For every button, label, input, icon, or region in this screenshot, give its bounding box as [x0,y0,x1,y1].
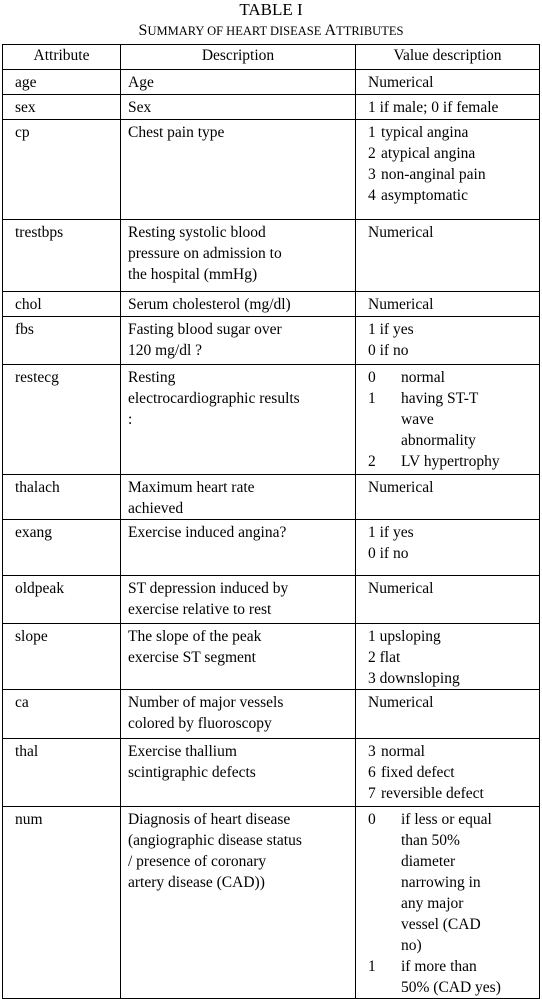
description-cell [121,220,356,292]
description-line: Diagnosis of heart disease [128,811,291,828]
enum-label: fixed defect [381,764,455,781]
attribute-name: num [15,811,43,828]
enum-label [401,809,539,956]
value-line: 1 upsloping [368,628,441,645]
description-cell [121,120,356,220]
table-row [3,624,540,690]
attribute-name: thalach [15,479,60,496]
description-line: Sex [128,99,152,116]
table-title [0,21,542,41]
description-line: Exercise thallium [128,743,237,760]
enum-label: reversible defect [381,785,484,802]
description-cell [121,70,356,95]
value-cell [356,317,540,365]
table-row [3,317,540,365]
attribute-name: exang [15,524,53,541]
table-row [3,95,540,120]
description-cell [121,365,356,475]
enum-code: 0 [368,811,376,828]
value-line: 1 if male; 0 if female [368,99,499,116]
table-row [3,807,540,999]
value-cell [356,576,540,624]
enum-item [368,783,539,804]
description-cell [121,292,356,317]
enum-code: 3 [368,743,376,760]
enum-item [368,741,539,762]
enum-code: 3 [368,166,376,183]
table-row [3,520,540,576]
enum-label-line: if more than [401,958,477,975]
value-line: 0 if no [368,545,409,562]
description-cell [121,739,356,807]
description-cell [121,624,356,690]
title-part: S [138,22,148,39]
attribute-cell [3,807,121,999]
description-cell [121,95,356,120]
enum-item [368,143,539,164]
value-cell [356,624,540,690]
value-line: Numerical [368,580,434,597]
enum-code: 4 [368,187,376,204]
table-row [3,120,540,220]
description-line: (angiographic disease status [128,832,302,849]
value-line: 1 if yes [368,524,414,541]
description-line: pressure on admission to [128,245,282,262]
title-part: UMMARY OF HEART DISEASE [147,24,325,38]
value-line: 2 flat [368,649,401,666]
enum-code: 1 [368,390,376,407]
description-line: exercise relative to rest [128,601,272,618]
table-row [3,739,540,807]
enum-code: 1 [368,958,376,975]
value-cell [356,475,540,520]
value-cell [356,739,540,807]
value-line: Numerical [368,74,434,91]
description-line: Exercise induced angina? [128,524,287,541]
attribute-cell [3,95,121,120]
value-line: Numerical [368,224,434,241]
description-line: / presence of coronary [128,853,267,870]
enum-label-line: normal [401,369,445,386]
description-cell [121,520,356,576]
attribute-name: chol [15,296,42,313]
attribute-cell [3,624,121,690]
enum-item [368,451,539,472]
value-line: 0 if no [368,342,409,359]
table-row [3,365,540,475]
enum-label-line: diameter [401,853,456,870]
value-cell [356,95,540,120]
enum-label-line: if less or equal [401,811,492,828]
enum-code: 6 [368,764,376,781]
enum-label [401,367,539,388]
attribute-cell [3,520,121,576]
enum-code: 1 [368,124,376,141]
table-row [3,576,540,624]
enum-code: 7 [368,785,376,802]
attribute-name: cp [15,124,30,141]
attribute-name: fbs [15,321,34,338]
description-cell [121,690,356,739]
enum-item [368,122,539,143]
description-line: artery disease (CAD)) [128,874,265,891]
description-line: Maximum heart rate [128,479,255,496]
table-row [3,292,540,317]
enum-item [368,164,539,185]
value-cell [356,292,540,317]
attribute-name: oldpeak [15,580,65,597]
enum-code: 2 [368,145,376,162]
enum-item [368,185,539,206]
attributes-table [2,44,540,999]
value-cell [356,70,540,95]
value-line: Numerical [368,296,434,313]
enum-label: typical angina [381,124,469,141]
value-line: Numerical [368,479,434,496]
enum-label-line: LV hypertrophy [401,453,500,470]
enum-label-line: than 50% [401,832,460,849]
attribute-cell [3,120,121,220]
table-row [3,70,540,95]
enum-label [401,388,539,451]
value-cell [356,807,540,999]
attribute-cell [3,690,121,739]
enum-label-line: narrowing in [401,874,481,891]
enum-label-line: abnormality [401,432,476,449]
description-line: colored by fluoroscopy [128,715,272,732]
enum-code: 0 [368,369,376,386]
value-line: Numerical [368,694,434,711]
enum-label-line: 50% (CAD yes) [401,979,501,996]
description-line: The slope of the peak [128,628,262,645]
attribute-cell [3,70,121,95]
enum-label: asymptomatic [381,187,468,204]
header-attribute: Attribute [3,45,121,70]
table-row [3,690,540,739]
enum-label [401,451,539,472]
table-row [3,220,540,292]
enum-label: atypical angina [381,145,476,162]
value-line: 3 downsloping [368,670,460,687]
enum-item [368,388,539,451]
description-line: Fasting blood sugar over [128,321,282,338]
enum-label-line: vessel (CAD [401,916,481,933]
enum-label-line: having ST-T [401,390,479,407]
description-line: achieved [128,500,184,517]
enum-label-line: any major [401,895,464,912]
attribute-name: thal [15,743,39,760]
title-part: A [324,22,337,39]
description-line: : [128,411,133,428]
description-cell [121,807,356,999]
description-cell [121,576,356,624]
description-line: Chest pain type [128,124,225,141]
attribute-name: trestbps [15,224,64,241]
attribute-cell [3,475,121,520]
enum-item [368,809,539,956]
description-line: 120 mg/dl ? [128,342,203,359]
description-line: Number of major vessels [128,694,284,711]
attribute-name: ca [15,694,29,711]
enum-item [368,762,539,783]
description-line: Resting [128,369,176,386]
enum-label-line: wave [401,411,434,428]
value-line: 1 if yes [368,321,414,338]
value-cell [356,220,540,292]
table-number: TABLE I [239,0,303,19]
table-row [3,475,540,520]
attribute-name: sex [15,99,36,116]
attribute-cell [3,739,121,807]
value-cell [356,520,540,576]
description-line: Age [128,74,154,91]
description-line: Serum cholesterol (mg/dl) [128,296,291,313]
value-cell [356,365,540,475]
attribute-name: age [15,74,37,91]
enum-label: normal [381,743,425,760]
enum-item [368,367,539,388]
header-value-description: Value description [356,45,540,70]
title-part: TTRIBUTES [336,24,404,38]
attribute-cell [3,220,121,292]
description-line: scintigraphic defects [128,764,256,781]
header-row [3,45,540,70]
enum-label: non-anginal pain [381,166,486,183]
description-line: ST depression induced by [128,580,289,597]
attribute-cell [3,365,121,475]
description-line: electrocardiographic results [128,390,300,407]
attribute-cell [3,292,121,317]
description-line: the hospital (mmHg) [128,266,258,283]
description-cell [121,475,356,520]
attribute-name: slope [15,628,48,645]
value-cell [356,690,540,739]
description-line: exercise ST segment [128,649,256,666]
description-line: Resting systolic blood [128,224,266,241]
attribute-name: restecg [15,369,59,386]
value-cell [356,120,540,220]
description-cell [121,317,356,365]
attribute-cell [3,317,121,365]
attribute-cell [3,576,121,624]
header-description: Description [121,45,356,70]
enum-label [401,956,539,998]
enum-label-line: no) [401,937,422,954]
enum-item [368,956,539,998]
enum-code: 2 [368,453,376,470]
